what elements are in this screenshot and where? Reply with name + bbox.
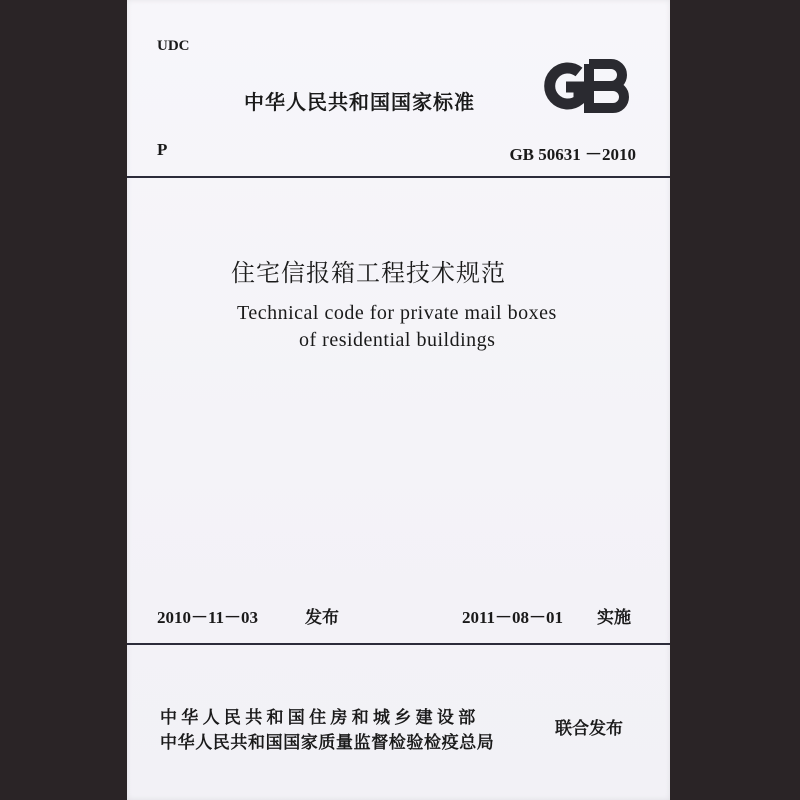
publish-date: 2010－11－03: [157, 608, 259, 627]
issuer-aqsiq: 中华人民共和国国家质量监督检验检疫总局: [160, 733, 495, 753]
udc-label: UDC: [157, 38, 190, 54]
standard-type: 中华人民共和国国家标准: [244, 90, 475, 114]
standard-number: GB 50631 －2010: [509, 145, 636, 164]
bottom-divider: [127, 643, 670, 645]
category-code: P: [157, 140, 168, 159]
issuer-ministry-housing: 中华人民共和国住房和城乡建设部: [160, 708, 480, 728]
publish-label: 发布: [305, 608, 339, 628]
effective-label: 实施: [597, 608, 631, 628]
effective-date: 2011－08－01: [462, 608, 564, 627]
joint-publish-label: 联合发布: [555, 719, 623, 739]
gb-logo: [537, 58, 637, 114]
title-chinese: 住宅信报箱工程技术规范: [231, 259, 506, 287]
document-cover: [127, 0, 670, 800]
top-divider: [127, 176, 670, 178]
title-english-line1: Technical code for private mail boxes: [237, 302, 557, 324]
title-english-line2: of residential buildings: [299, 329, 496, 351]
